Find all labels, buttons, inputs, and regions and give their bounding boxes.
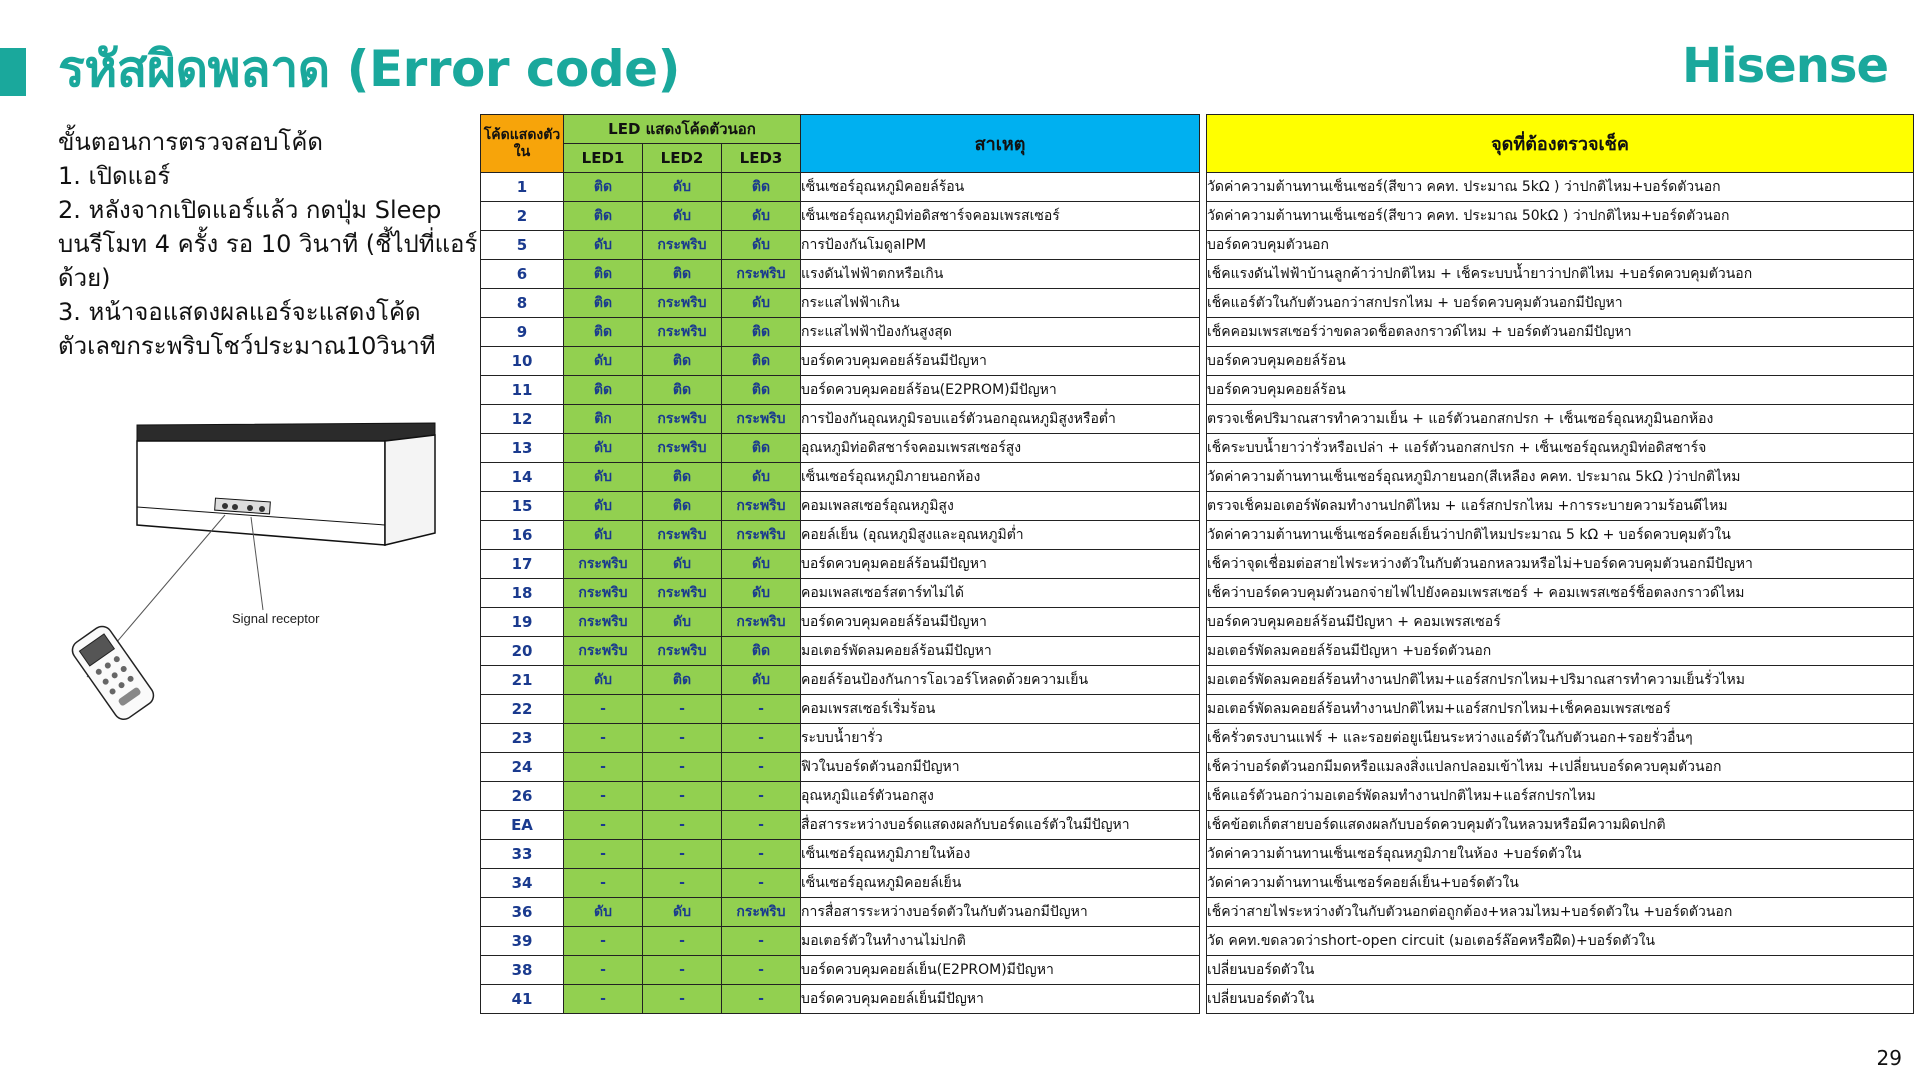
- code-cell: 6: [481, 260, 564, 289]
- led2-cell: ติด: [643, 347, 722, 376]
- cause-cell: มอเตอร์พัดลมคอยล์ร้อนมีปัญหา: [801, 637, 1200, 666]
- code-cell: 16: [481, 521, 564, 550]
- led3-cell: -: [722, 753, 801, 782]
- cause-cell: คอยล์เย็น (อุณหภูมิสูงและอุณหภูมิต่ำ: [801, 521, 1200, 550]
- led3-cell: -: [722, 869, 801, 898]
- check-cell: วัดค่าความต้านทานเซ็นเซอร์อุณหภูมิภายนอก(สีเหลือง คคท. ประมาณ 5kΩ )ว่าปกติไหม: [1207, 463, 1914, 492]
- cause-cell: เซ็นเซอร์อุณหภูมิภายในห้อง: [801, 840, 1200, 869]
- led2-cell: -: [643, 869, 722, 898]
- led2-cell: ติด: [643, 463, 722, 492]
- check-cell: เช็คว่าจุดเชื่อมต่อสายไฟระหว่างตัวในกับตัวนอกหลวมหรือไม่+บอร์ดควบคุมตัวนอกมีปัญหา: [1207, 550, 1914, 579]
- led1-cell: ดับ: [564, 463, 643, 492]
- led1-cell: -: [564, 724, 643, 753]
- led3-cell: ดับ: [722, 202, 801, 231]
- led1-cell: กระพริบ: [564, 608, 643, 637]
- cause-cell: การสื่อสารระหว่างบอร์ดตัวในกับตัวนอกมีปัญหา: [801, 898, 1200, 927]
- led2-cell: -: [643, 840, 722, 869]
- cause-cell: เซ็นเซอร์อุณหภูมิคอยล์ร้อน: [801, 173, 1200, 202]
- table-row: [481, 956, 1914, 985]
- led1-cell: -: [564, 840, 643, 869]
- led3-cell: กระพริบ: [722, 608, 801, 637]
- led2-cell: -: [643, 724, 722, 753]
- check-cell: เช็ครั่วตรงบานแฟร์ + และรอยต่อยูเนียนระหว่างแอร์ตัวในกับตัวนอก+รอยรั่วอื่นๆ: [1207, 724, 1914, 753]
- header-led-group: LED แสดงโค้ดตัวนอก: [564, 115, 801, 144]
- table-row: [481, 811, 1914, 840]
- led2-cell: ดับ: [643, 202, 722, 231]
- led1-cell: กระพริบ: [564, 579, 643, 608]
- led3-cell: ดับ: [722, 666, 801, 695]
- led1-cell: -: [564, 782, 643, 811]
- led1-cell: ติด: [564, 260, 643, 289]
- led3-cell: -: [722, 956, 801, 985]
- led2-cell: -: [643, 985, 722, 1014]
- check-cell: บอร์ดควบคุมคอยล์ร้อนมีปัญหา + คอมเพรสเซอร์: [1207, 608, 1914, 637]
- table-row: [481, 173, 1914, 202]
- led2-cell: กระพริบ: [643, 579, 722, 608]
- table-row: [481, 724, 1914, 753]
- led2-cell: ติด: [643, 666, 722, 695]
- cause-cell: บอร์ดควบคุมคอยล์ร้อนมีปัญหา: [801, 347, 1200, 376]
- led2-cell: -: [643, 782, 722, 811]
- led3-cell: ติด: [722, 376, 801, 405]
- code-cell: 2: [481, 202, 564, 231]
- table-row: [481, 753, 1914, 782]
- led2-cell: กระพริบ: [643, 434, 722, 463]
- cause-cell: การป้องกันอุณหภูมิรอบแอร์ตัวนอกอุณหภูมิสูงหรือต่ำ: [801, 405, 1200, 434]
- led3-cell: ดับ: [722, 231, 801, 260]
- table-row: [481, 521, 1914, 550]
- header-led1: LED1: [564, 144, 643, 173]
- header-code: โค้ดแสดงตัวใน: [481, 115, 564, 173]
- check-cell: วัดค่าความต้านทานเซ็นเซอร์คอยล์เย็น+บอร์ดตัวใน: [1207, 869, 1914, 898]
- table-row: [481, 260, 1914, 289]
- table-row: [481, 927, 1914, 956]
- check-cell: เช็คว่าบอร์ดตัวนอกมีมดหรือแมลงสิ่งแปลกปลอมเข้าไหม +เปลี่ยนบอร์ดควบคุมตัวนอก: [1207, 753, 1914, 782]
- code-cell: 22: [481, 695, 564, 724]
- check-cell: มอเตอร์พัดลมคอยล์ร้อนมีปัญหา +บอร์ดตัวนอก: [1207, 637, 1914, 666]
- table-row: [481, 608, 1914, 637]
- led3-cell: ดับ: [722, 550, 801, 579]
- cause-cell: เซ็นเซอร์อุณหภูมิคอยล์เย็น: [801, 869, 1200, 898]
- led2-cell: กระพริบ: [643, 637, 722, 666]
- cause-cell: เซ็นเซอร์อุณหภูมิภายนอกห้อง: [801, 463, 1200, 492]
- led1-cell: ดับ: [564, 521, 643, 550]
- check-cell: มอเตอร์พัดลมคอยล์ร้อนทำงานปกติไหม+แอร์สกปรกไหม+ปริมาณสารทำความเย็นรั่วไหม: [1207, 666, 1914, 695]
- led1-cell: ดับ: [564, 666, 643, 695]
- table-row: [481, 695, 1914, 724]
- led1-cell: -: [564, 869, 643, 898]
- led1-cell: ติด: [564, 202, 643, 231]
- check-cell: วัดค่าความต้านทานเซ็นเซอร์คอยล์เย็นว่าปกติไหมประมาณ 5 kΩ + บอร์ดควบคุมตัวใน: [1207, 521, 1914, 550]
- error-code-table: [480, 114, 1914, 1014]
- led2-cell: -: [643, 927, 722, 956]
- led2-cell: กระพริบ: [643, 231, 722, 260]
- check-cell: บอร์ดควบคุมคอยล์ร้อน: [1207, 347, 1914, 376]
- table-row: [481, 405, 1914, 434]
- cause-cell: คอมเพลสเซอร์สตาร์ทไม่ได้: [801, 579, 1200, 608]
- step-3: 3. หน้าจอแสดงผลแอร์จะแสดงโค้ดตัวเลขกระพริบโชว์ประมาณ10วินาที: [58, 298, 436, 360]
- led1-cell: -: [564, 753, 643, 782]
- code-cell: 15: [481, 492, 564, 521]
- led1-cell: -: [564, 811, 643, 840]
- led1-cell: ติก: [564, 405, 643, 434]
- led2-cell: ดับ: [643, 550, 722, 579]
- led2-cell: ดับ: [643, 173, 722, 202]
- table-row: [481, 231, 1914, 260]
- code-cell: 12: [481, 405, 564, 434]
- code-cell: 8: [481, 289, 564, 318]
- led1-cell: กระพริบ: [564, 637, 643, 666]
- check-cell: วัดค่าความต้านทานเซ็นเซอร์อุณหภูมิภายในห้อง +บอร์ดตัวใน: [1207, 840, 1914, 869]
- led1-cell: ดับ: [564, 347, 643, 376]
- brand-logo: Hisense: [1681, 38, 1888, 94]
- aircon-remote-illustration: [55, 405, 455, 765]
- led3-cell: กระพริบ: [722, 521, 801, 550]
- code-cell: 9: [481, 318, 564, 347]
- table-row: [481, 898, 1914, 927]
- header-cause: สาเหตุ: [801, 115, 1200, 173]
- table-row: [481, 666, 1914, 695]
- cause-cell: บอร์ดควบคุมคอยล์ร้อนมีปัญหา: [801, 550, 1200, 579]
- led2-cell: กระพริบ: [643, 405, 722, 434]
- led1-cell: ดับ: [564, 492, 643, 521]
- led3-cell: -: [722, 782, 801, 811]
- cause-cell: สื่อสารระหว่างบอร์ดแสดงผลกับบอร์ดแอร์ตัวในมีปัญหา: [801, 811, 1200, 840]
- page-title: รหัสผิดพลาด (Error code): [58, 40, 680, 98]
- check-cell: เช็คแรงดันไฟฟ้าบ้านลูกค้าว่าปกติไหม + เช็คระบบน้ำยาว่าปกติไหม +บอร์ดควบคุมตัวนอก: [1207, 260, 1914, 289]
- code-cell: 19: [481, 608, 564, 637]
- led3-cell: กระพริบ: [722, 898, 801, 927]
- led1-cell: -: [564, 927, 643, 956]
- led2-cell: กระพริบ: [643, 318, 722, 347]
- code-cell: 18: [481, 579, 564, 608]
- table-row: [481, 318, 1914, 347]
- cause-cell: ฟิวในบอร์ดตัวนอกมีปัญหา: [801, 753, 1200, 782]
- led3-cell: กระพริบ: [722, 492, 801, 521]
- check-cell: มอเตอร์พัดลมคอยล์ร้อนทำงานปกติไหม+แอร์สกปรกไหม+เช็คคอมเพรสเซอร์: [1207, 695, 1914, 724]
- led1-cell: -: [564, 956, 643, 985]
- led3-cell: -: [722, 695, 801, 724]
- check-steps: [58, 125, 478, 363]
- steps-heading: ขั้นตอนการตรวจสอบโค้ด: [58, 128, 323, 156]
- step-2: 2. หลังจากเปิดแอร์แล้ว กดปุ่ม Sleep บนรีโมท 4 ครั้ง รอ 10 วินาที (ชี้ไปที่แอร์ด้วย): [58, 196, 478, 292]
- table-row: [481, 869, 1914, 898]
- check-cell: เปลี่ยนบอร์ดตัวใน: [1207, 985, 1914, 1014]
- led3-cell: กระพริบ: [722, 260, 801, 289]
- led2-cell: กระพริบ: [643, 289, 722, 318]
- led2-cell: ดับ: [643, 898, 722, 927]
- check-cell: วัด คคท.ขดลวดว่าshort-open circuit (มอเตอร์ล๊อคหรือฝืด)+บอร์ดตัวใน: [1207, 927, 1914, 956]
- cause-cell: การป้องกันโมดูลIPM: [801, 231, 1200, 260]
- led1-cell: กระพริบ: [564, 550, 643, 579]
- error-code-table-wrapper: [480, 114, 1914, 1014]
- table-row: [481, 579, 1914, 608]
- led1-cell: ติด: [564, 173, 643, 202]
- check-cell: วัดค่าความต้านทานเซ็นเซอร์(สีขาว คคท. ประมาณ 5kΩ ) ว่าปกติไหม+บอร์ดตัวนอก: [1207, 173, 1914, 202]
- led2-cell: -: [643, 956, 722, 985]
- code-cell: 11: [481, 376, 564, 405]
- code-cell: 10: [481, 347, 564, 376]
- cause-cell: อุณหภูมิท่อดิสชาร์จคอมเพรสเซอร์สูง: [801, 434, 1200, 463]
- header-led3: LED3: [722, 144, 801, 173]
- cause-cell: แรงดันไฟฟ้าตกหรือเกิน: [801, 260, 1200, 289]
- check-cell: เช็คระบบน้ำยาว่ารั่วหรือเปล่า + แอร์ตัวนอกสกปรก + เซ็นเซอร์อุณหภูมิท่อดิสชาร์จ: [1207, 434, 1914, 463]
- led3-cell: -: [722, 724, 801, 753]
- code-cell: 39: [481, 927, 564, 956]
- led1-cell: -: [564, 985, 643, 1014]
- led3-cell: ติด: [722, 173, 801, 202]
- code-cell: 21: [481, 666, 564, 695]
- table-row: [481, 202, 1914, 231]
- table-row: [481, 637, 1914, 666]
- led3-cell: ติด: [722, 434, 801, 463]
- code-cell: 17: [481, 550, 564, 579]
- check-cell: เช็คข้อตเก็ตสายบอร์ดแสดงผลกับบอร์ดควบคุมตัวในหลวมหรือมีความผิดปกติ: [1207, 811, 1914, 840]
- step-1: 1. เปิดแอร์: [58, 162, 171, 190]
- code-cell: 24: [481, 753, 564, 782]
- led2-cell: ติด: [643, 376, 722, 405]
- cause-cell: บอร์ดควบคุมคอยล์เย็น(E2PROM)มีปัญหา: [801, 956, 1200, 985]
- table-row: [481, 782, 1914, 811]
- cause-cell: มอเตอร์ตัวในทำงานไม่ปกติ: [801, 927, 1200, 956]
- led2-cell: -: [643, 695, 722, 724]
- led3-cell: ติด: [722, 637, 801, 666]
- table-row: [481, 492, 1914, 521]
- check-cell: เช็คว่าบอร์ดควบคุมตัวนอกจ่ายไฟไปยังคอมเพรสเซอร์ + คอมเพรสเซอร์ช็อตลงกราวด์ไหม: [1207, 579, 1914, 608]
- led2-cell: ดับ: [643, 608, 722, 637]
- table-row: [481, 434, 1914, 463]
- check-cell: เช็คคอมเพรสเซอร์ว่าขดลวดช็อตลงกราวด์ไหม + บอร์ดตัวนอกมีปัญหา: [1207, 318, 1914, 347]
- check-cell: เช็คแอร์ตัวนอกว่ามอเตอร์พัดลมทำงานปกติไหม+แอร์สกปรกไหม: [1207, 782, 1914, 811]
- led2-cell: -: [643, 753, 722, 782]
- cause-cell: อุณหภูมิแอร์ตัวนอกสูง: [801, 782, 1200, 811]
- signal-receptor-label: Signal receptor: [232, 611, 320, 626]
- table-row: [481, 347, 1914, 376]
- table-row: [481, 840, 1914, 869]
- check-cell: บอร์ดควบคุมคอยล์ร้อน: [1207, 376, 1914, 405]
- led3-cell: -: [722, 811, 801, 840]
- table-row: [481, 376, 1914, 405]
- code-cell: 20: [481, 637, 564, 666]
- table-row: [481, 289, 1914, 318]
- code-cell: 1: [481, 173, 564, 202]
- led1-cell: ดับ: [564, 898, 643, 927]
- cause-cell: คอมเพรสเซอร์เริ่มร้อน: [801, 695, 1200, 724]
- cause-cell: คอยล์ร้อนป้องกันการโอเวอร์โหลดด้วยความเย็น: [801, 666, 1200, 695]
- led2-cell: กระพริบ: [643, 521, 722, 550]
- check-cell: บอร์ดควบคุมตัวนอก: [1207, 231, 1914, 260]
- code-cell: 26: [481, 782, 564, 811]
- code-cell: 13: [481, 434, 564, 463]
- code-cell: 38: [481, 956, 564, 985]
- code-cell: 23: [481, 724, 564, 753]
- led1-cell: ติด: [564, 289, 643, 318]
- cause-cell: บอร์ดควบคุมคอยล์ร้อนมีปัญหา: [801, 608, 1200, 637]
- led1-cell: ดับ: [564, 434, 643, 463]
- table-row: [481, 985, 1914, 1014]
- led3-cell: ติด: [722, 347, 801, 376]
- led3-cell: -: [722, 985, 801, 1014]
- led3-cell: -: [722, 840, 801, 869]
- led3-cell: กระพริบ: [722, 405, 801, 434]
- code-cell: 34: [481, 869, 564, 898]
- check-cell: เช็คว่าสายไฟระหว่างตัวในกับตัวนอกต่อถูกต้อง+หลวมไหม+บอร์ดตัวใน +บอร์ดตัวนอก: [1207, 898, 1914, 927]
- led1-cell: -: [564, 695, 643, 724]
- led3-cell: -: [722, 927, 801, 956]
- code-cell: 5: [481, 231, 564, 260]
- check-cell: เช็คแอร์ตัวในกับตัวนอกว่าสกปรกไหม + บอร์ดควบคุมตัวนอกมีปัญหา: [1207, 289, 1914, 318]
- title-accent-bar: [0, 48, 26, 96]
- led1-cell: ติด: [564, 376, 643, 405]
- led1-cell: ดับ: [564, 231, 643, 260]
- check-cell: ตรวจเช็คปริมาณสารทำความเย็น + แอร์ตัวนอกสกปรก + เซ็นเซอร์อุณหภูมินอกห้อง: [1207, 405, 1914, 434]
- page-number: 29: [1876, 1046, 1902, 1070]
- led3-cell: ดับ: [722, 289, 801, 318]
- cause-cell: บอร์ดควบคุมคอยล์เย็นมีปัญหา: [801, 985, 1200, 1014]
- check-cell: วัดค่าความต้านทานเซ็นเซอร์(สีขาว คคท. ประมาณ 50kΩ ) ว่าปกติไหม+บอร์ดตัวนอก: [1207, 202, 1914, 231]
- led2-cell: ติด: [643, 260, 722, 289]
- led3-cell: ติด: [722, 318, 801, 347]
- led1-cell: ติด: [564, 318, 643, 347]
- cause-cell: บอร์ดควบคุมคอยล์ร้อน(E2PROM)มีปัญหา: [801, 376, 1200, 405]
- check-cell: ตรวจเช็คมอเตอร์พัดลมทำงานปกติไหม + แอร์สกปรกไหม +การระบายความร้อนดีไหม: [1207, 492, 1914, 521]
- cause-cell: คอมเพลสเซอร์อุณหภูมิสูง: [801, 492, 1200, 521]
- code-cell: 41: [481, 985, 564, 1014]
- led3-cell: ดับ: [722, 579, 801, 608]
- code-cell: 14: [481, 463, 564, 492]
- cause-cell: กระแสไฟฟ้าเกิน: [801, 289, 1200, 318]
- code-cell: 36: [481, 898, 564, 927]
- code-cell: 33: [481, 840, 564, 869]
- check-cell: เปลี่ยนบอร์ดตัวใน: [1207, 956, 1914, 985]
- table-row: [481, 550, 1914, 579]
- led3-cell: ดับ: [722, 463, 801, 492]
- code-cell: EA: [481, 811, 564, 840]
- table-row: [481, 463, 1914, 492]
- header-check: จุดที่ต้องตรวจเช็ค: [1207, 115, 1914, 173]
- cause-cell: ระบบน้ำยารั่ว: [801, 724, 1200, 753]
- led2-cell: ติด: [643, 492, 722, 521]
- cause-cell: เซ็นเซอร์อุณหภูมิท่อดิสชาร์จคอมเพรสเซอร์: [801, 202, 1200, 231]
- header-led2: LED2: [643, 144, 722, 173]
- cause-cell: กระแสไฟฟ้าป้องกันสูงสุด: [801, 318, 1200, 347]
- led2-cell: -: [643, 811, 722, 840]
